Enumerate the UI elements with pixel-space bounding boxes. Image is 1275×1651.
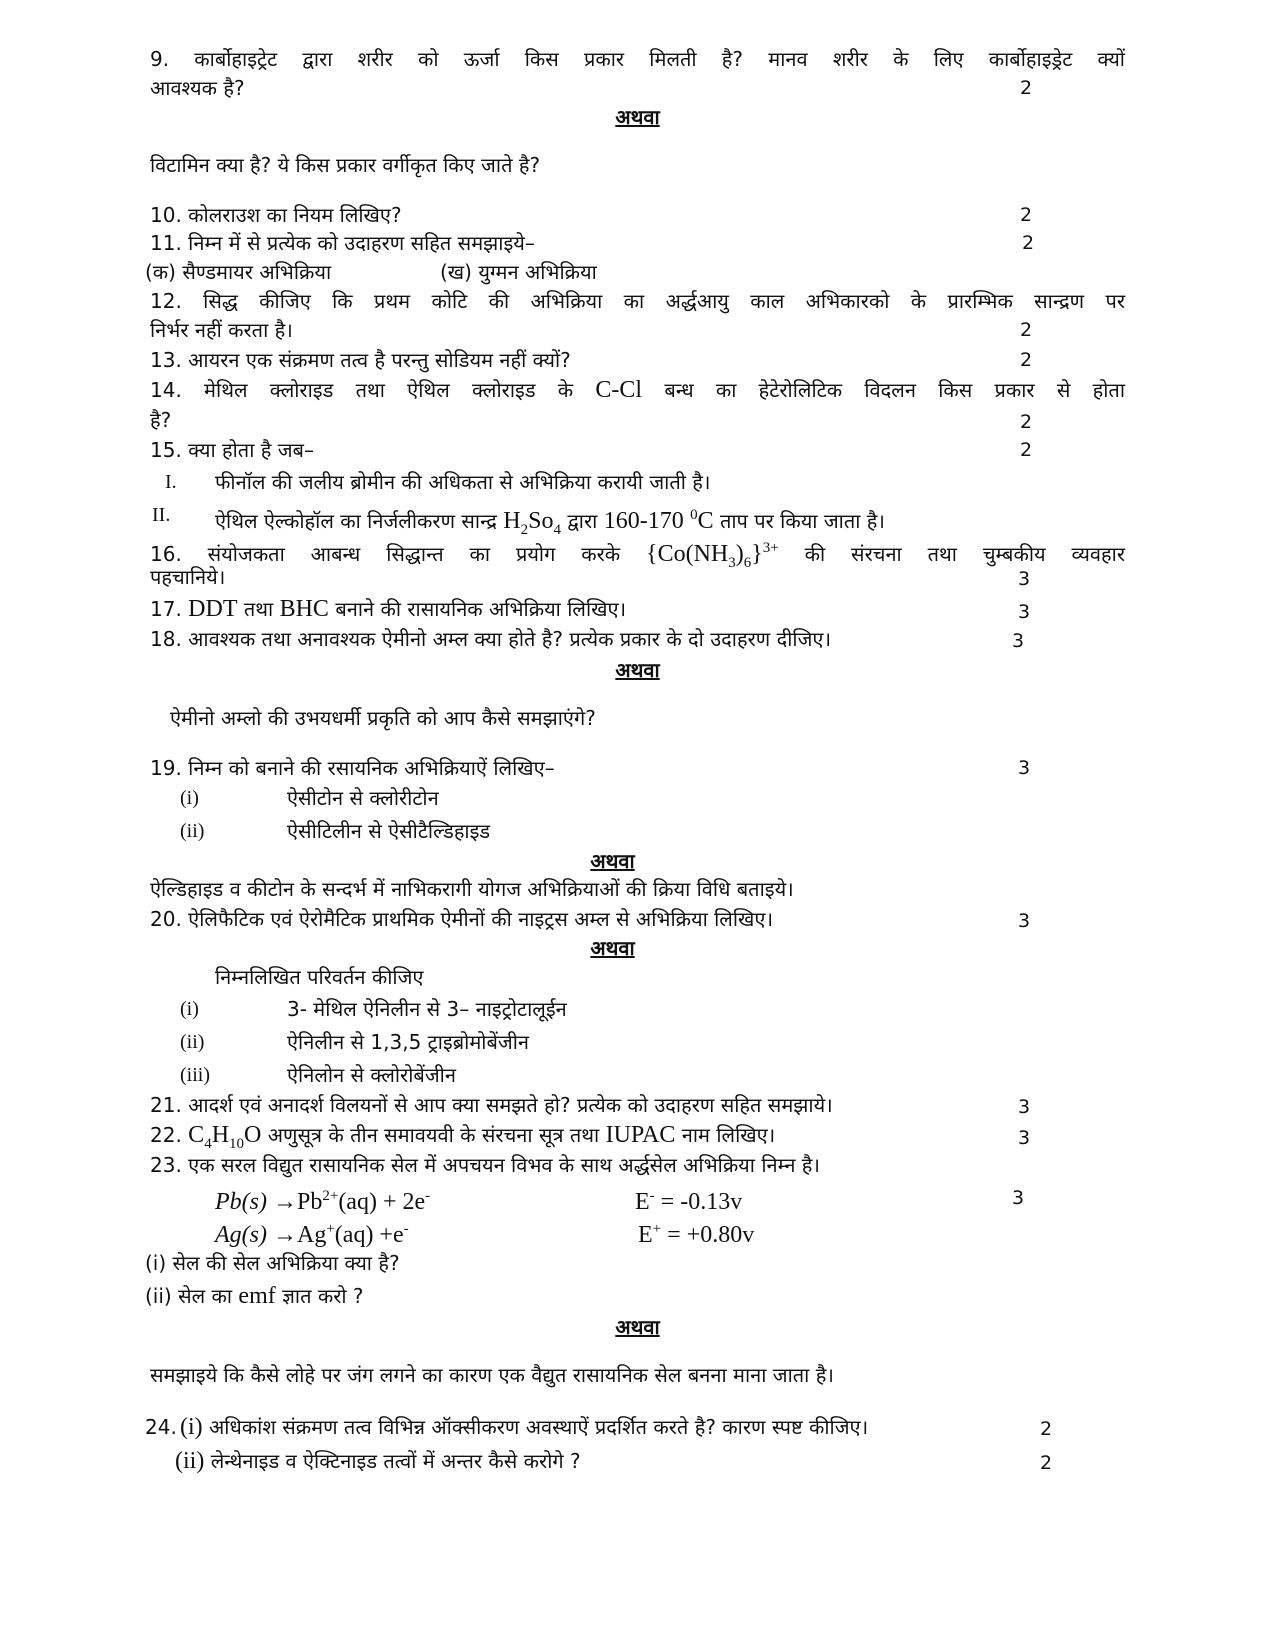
q16-post: की संरचना तथा चुम्बकीय व्यवहार xyxy=(804,542,1126,566)
q18-or-text: अथवा xyxy=(615,658,660,682)
q9-or-text: अथवा xyxy=(615,105,660,129)
q15-i-num: I. xyxy=(165,471,177,493)
q24-ii-marks: 2 xyxy=(1040,1452,1053,1474)
q23-r2-arrow: →Ag xyxy=(272,1222,327,1248)
q11-text: 11. निम्न में से प्रत्येक को उदाहरण सहित समझाइये– xyxy=(150,231,535,255)
q22-s1: 4 xyxy=(204,1135,212,1152)
q24-ii-text: लेन्थेनाइड व ऐक्टिनाइड तत्वों में अन्तर कैसे करोगे ? xyxy=(210,1449,581,1473)
q14-line2: है? xyxy=(150,408,172,432)
q22-marks: 3 xyxy=(1018,1127,1031,1149)
q20-i-num: (i) xyxy=(180,998,199,1020)
q17-bhc: BHC xyxy=(279,596,329,622)
q23-r2-lhs: Ag(s) xyxy=(215,1222,267,1248)
q23-alt: समझाइये कि कैसे लोहे पर जंग लगने का कारण एक वैद्युत रासायनिक सेल बनना माना जाता है। xyxy=(150,1363,834,1387)
q20-iii-num: (iii) xyxy=(180,1064,210,1086)
q22-s2: 10 xyxy=(229,1135,245,1152)
q19-text: 19. निम्न को बनाने की रसायनिक अभिक्रियाऐं लिखिए– xyxy=(150,756,555,780)
q23-r2-pot-val: = +0.80v xyxy=(661,1222,755,1248)
q22-iupac: IUPAC xyxy=(605,1122,676,1148)
q24-i-num: (i) xyxy=(180,1414,203,1440)
q20-or-text: अथवा xyxy=(590,936,635,960)
q20-i-text: 3- मेथिल ऐनिलीन से 3– नाइट्रोटालूईन xyxy=(287,997,567,1021)
q23-marks: 3 xyxy=(1012,1187,1025,1209)
q15-text: 15. क्या होता है जब– xyxy=(150,438,314,462)
q24-i xyxy=(180,1412,868,1442)
q9-or-heading xyxy=(150,102,1125,132)
q17-line xyxy=(150,594,1125,624)
q23-r2-pot-label: E xyxy=(638,1222,653,1248)
q23-text: 23. एक सरल विद्युत रासायनिक सेल में अपचयन विभव के साथ अर्द्धसेल अभिक्रिया निम्न है। xyxy=(150,1153,820,1177)
q15-ii-formula-a: H xyxy=(503,508,521,534)
q19-i-num: (i) xyxy=(180,787,199,809)
q20-or-heading xyxy=(125,933,1100,963)
q11-b: (ख) युग्मन अभिक्रिया xyxy=(440,260,597,284)
q15-ii-mid: द्वारा xyxy=(567,509,598,533)
q23-r1-charge: 2+ xyxy=(322,1188,339,1204)
q20-marks: 3 xyxy=(1018,910,1031,932)
q23-r1-rhs: (aq) + 2e xyxy=(338,1189,426,1215)
q24-ii xyxy=(175,1446,581,1476)
q23-reaction1 xyxy=(215,1181,430,1217)
q19-ii-text: ऐसीटिलीन से ऐसीटैल्डिहाइड xyxy=(287,819,491,843)
q22-f3: O xyxy=(244,1122,262,1148)
q23-r1-arrow: →Pb xyxy=(272,1189,323,1215)
q15-ii-unit: C xyxy=(697,508,714,534)
q23-r2-pot-sign: + xyxy=(652,1221,662,1237)
q11-marks: 2 xyxy=(1022,232,1035,254)
q10-marks: 2 xyxy=(1020,204,1033,226)
q12-marks: 2 xyxy=(1020,319,1033,341)
q23-sub-ii-pre: (ii) सेल का xyxy=(145,1284,233,1308)
q15-ii-formula-sub1: 2 xyxy=(520,521,529,538)
q18-or-heading xyxy=(150,655,1125,685)
q16-line2: पहचानिये। xyxy=(150,565,226,589)
q9-alt: विटामिन क्या है? ये किस प्रकार वर्गीकृत किए जाते है? xyxy=(150,153,541,177)
q15-ii-formula-b: So xyxy=(528,508,554,534)
q14-post: बन्ध का हेटेरोलिटिक विदलन किस प्रकार से होता xyxy=(664,378,1126,402)
q20-text: 20. ऐलिफैटिक एवं ऐरोमैटिक प्राथमिक ऐमीनों की नाइट्रस अम्ल से अभिक्रिया लिखिए। xyxy=(150,907,774,931)
q17-mid: तथा xyxy=(243,597,274,621)
q23-sub-ii xyxy=(145,1281,364,1311)
q16-sub: 3 xyxy=(728,554,736,571)
q15-ii-temp: 160-170 xyxy=(603,508,684,534)
q15-ii-formula-sub2: 4 xyxy=(553,521,561,538)
q9-line2: आवश्यक है? xyxy=(150,76,245,100)
q15-ii-unit-group xyxy=(690,508,714,534)
q16-charge: 3+ xyxy=(762,540,779,556)
q14-formula: C-Cl xyxy=(595,377,643,403)
q20-iii-text: ऐनिलोन से क्लोरोबेंजीन xyxy=(287,1063,456,1087)
q23-r2-charge: + xyxy=(326,1221,335,1237)
q14-pre: 14. मेथिल क्लोराइड तथा ऐथिल क्लोराइड के xyxy=(150,378,574,402)
q17-post: बनाने की रासायनिक अभिक्रिया लिखिए। xyxy=(335,597,627,621)
q11-a: (क) सैण्डमायर अभिक्रिया xyxy=(145,260,332,284)
q24-i-text: अधिकांश संक्रमण तत्व विभिन्न ऑक्सीकरण अवस्थाऐं प्रदर्शित करते है? कारण स्पष्ट कीजिए। xyxy=(209,1415,869,1439)
q16-sub2: 6 xyxy=(743,554,752,571)
q23-sub-i: (i) सेल की सेल अभिक्रिया क्या है? xyxy=(145,1251,400,1275)
q16-pre: 16. संयोजकता आबन्ध सिद्धान्त का प्रयोग करके xyxy=(150,542,621,566)
q19-or-text: अथवा xyxy=(590,849,635,873)
q24-ii-num: (ii) xyxy=(175,1448,205,1474)
q22-post: नाम लिखिए। xyxy=(681,1123,776,1147)
q15-ii-deg: 0 xyxy=(690,507,698,523)
q23-or-text: अथवा xyxy=(615,1315,660,1339)
q17-ddt: DDT xyxy=(188,596,238,622)
q15-ii-formula xyxy=(503,508,561,538)
q15-ii-pre: ऐथिल ऐल्कोहॉल का निर्जलीकरण सान्द्र xyxy=(215,509,497,533)
q22-f2: H xyxy=(211,1122,230,1148)
q12-line2: निर्भर नहीं करता है। xyxy=(150,318,293,342)
q14-line1 xyxy=(150,375,1125,405)
q14-marks: 2 xyxy=(1020,411,1033,433)
q18-marks: 3 xyxy=(1012,630,1025,652)
q16-formula: {Co(NH xyxy=(646,541,729,567)
q13-text: 13. आयरन एक संक्रमण तत्व है परन्तु सोडियम नहीं क्यों? xyxy=(150,348,571,372)
q21-text: 21. आदर्श एवं अनादर्श विलयनों से आप क्या समझते हो? प्रत्येक को उदाहरण सहित समझाये। xyxy=(150,1093,833,1117)
q23-reaction2 xyxy=(215,1214,409,1250)
q21-marks: 3 xyxy=(1018,1096,1031,1118)
q12-line1: 12. सिद्ध कीजिए कि प्रथम कोटि की अभिक्रिया का अर्द्धआयु काल अभिकारको के प्रारम्भिक सान्द्रण पर xyxy=(150,289,1125,313)
q9-line1: 9. कार्बोहाइट्रेट द्वारा शरीर को ऊर्जा किस प्रकार मिलती है? मानव शरीर के लिए कार्बोहाइड्रेट क्यों xyxy=(150,47,1125,71)
q22-formula xyxy=(188,1122,262,1152)
q23-sub-ii-post: ज्ञात करो ? xyxy=(282,1284,364,1308)
q24-num: 24. xyxy=(145,1415,177,1439)
q10-text: 10. कोलराउश का नियम लिखिए? xyxy=(150,203,402,227)
q23-sub-ii-emf: emf xyxy=(238,1283,276,1309)
q18-text: 18. आवश्यक तथा अनावश्यक ऐमीनो अम्ल क्या होते है? प्रत्येक प्रकार के दो उदाहरण दीजिए। xyxy=(150,627,832,651)
q23-r1-potential xyxy=(635,1181,742,1217)
q23-r2-e: - xyxy=(403,1221,409,1237)
q23-r1-pot-val: = -0.13v xyxy=(654,1189,743,1215)
q23-r1-pot-sign: - xyxy=(649,1188,655,1204)
q13-marks: 2 xyxy=(1020,349,1033,371)
q22-f1: C xyxy=(188,1122,205,1148)
q22-num: 22. xyxy=(150,1123,182,1147)
q16-formula2: ) xyxy=(735,541,744,567)
q16-formula3: } xyxy=(751,541,763,567)
q20-ii-text: ऐनिलीन से 1,3,5 ट्राइब्रोमोबेंजीन xyxy=(287,1030,530,1054)
q15-ii-post: ताप पर किया जाता है। xyxy=(719,509,885,533)
q23-r2-rhs: (aq) +e xyxy=(334,1222,404,1248)
q20-alt: निम्नलिखित परिवर्तन कीजिए xyxy=(215,965,424,989)
q15-marks: 2 xyxy=(1020,439,1033,461)
q19-i-text: ऐसीटोन से क्लोरीटोन xyxy=(287,786,439,810)
q17-marks: 3 xyxy=(1018,601,1031,623)
q24-i-marks: 2 xyxy=(1040,1418,1053,1440)
q17-num: 17. xyxy=(150,597,182,621)
q23-r1-e: - xyxy=(425,1188,431,1204)
q19-or-heading xyxy=(125,846,1100,876)
q9-marks: 2 xyxy=(1020,77,1033,99)
q20-ii-num: (ii) xyxy=(180,1031,205,1053)
q23-r1-lhs: Pb(s) xyxy=(215,1189,267,1215)
q19-marks: 3 xyxy=(1018,757,1031,779)
q15-ii-num: II. xyxy=(152,504,171,526)
q22-mid: अणुसूत्र के तीन समावयवी के संरचना सूत्र तथा xyxy=(267,1123,600,1147)
q23-r1-pot-label: E xyxy=(635,1189,650,1215)
q19-ii-num: (ii) xyxy=(180,820,205,842)
q23-or-heading xyxy=(150,1312,1125,1342)
q18-alt: ऐमीनो अम्लो की उभयधर्मी प्रकृति को आप कैसे समझाएंगे? xyxy=(170,706,596,730)
q23-r2-potential xyxy=(638,1214,754,1250)
q16-marks: 3 xyxy=(1018,568,1031,590)
q19-alt: ऐल्डिहाइड व कीटोन के सन्दर्भ में नाभिकरागी योगज अभिक्रियाओं की क्रिया विधि बताइये। xyxy=(150,877,794,901)
q15-i-text: फीनॉल की जलीय ब्रोमीन की अधिकता से अभिक्रिया करायी जाती है। xyxy=(215,470,711,494)
